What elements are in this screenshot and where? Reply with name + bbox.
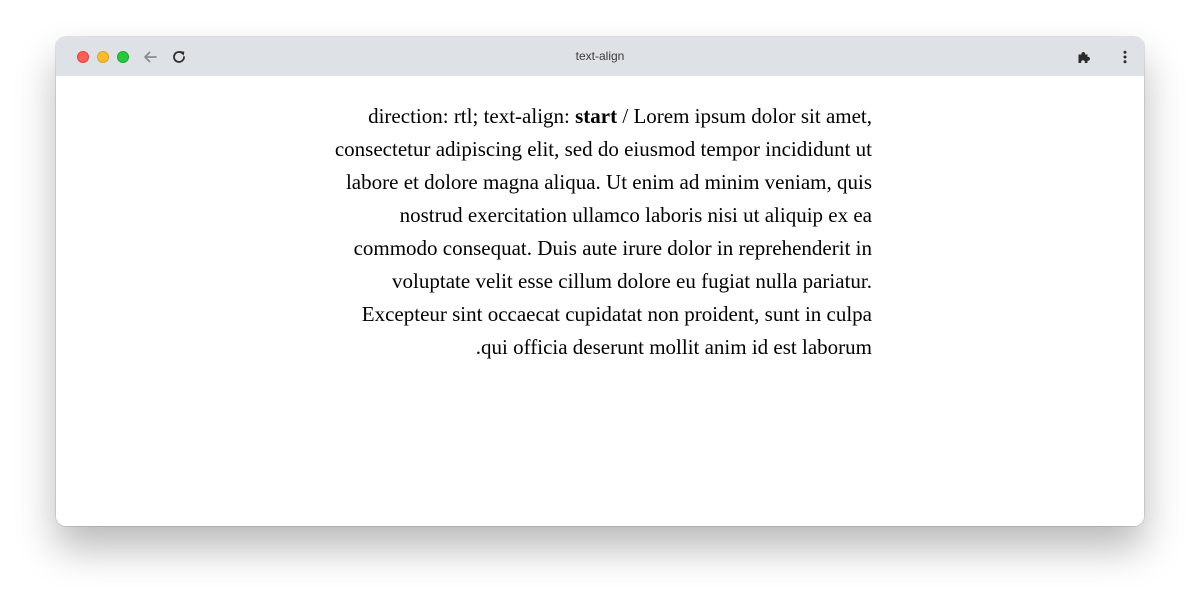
demo-paragraph [332, 100, 872, 364]
paragraph-body: Lorem ipsum dolor sit amet, consectetur adipiscing elit, sed do eiusmod tempor incididunt ut labore et dolore magna aliqua. Ut enim ad minim veniam, quis nostrud exercitation ullamco laboris nisi ut aliquip ex ea commodo consequat. Duis aute irure dolor in reprehenderit in voluptate velit esse cillum dolore eu fugiat nulla pariatur. Excepteur sint occaecat cupidatat non proident, sunt in culpa qui officia deserunt mollit anim id est laborum. [334, 104, 872, 359]
zoom-window-button[interactable] [117, 51, 129, 63]
extensions-button[interactable] [1074, 47, 1094, 67]
paragraph-separator: / [617, 104, 634, 128]
browser-window [56, 37, 1144, 526]
paragraph-prefix: direction: rtl; text-align: [368, 104, 576, 128]
vertical-dots-icon [1117, 49, 1133, 65]
browser-menu-button[interactable] [1115, 47, 1135, 67]
reload-icon [171, 49, 187, 65]
puzzle-piece-icon [1076, 49, 1092, 65]
reload-button[interactable] [168, 46, 190, 68]
close-window-button[interactable] [77, 51, 89, 63]
title-bar [56, 37, 1144, 76]
paragraph-keyword: start [575, 104, 618, 128]
page-content [56, 76, 1144, 526]
minimize-window-button[interactable] [97, 51, 109, 63]
back-button[interactable] [139, 46, 161, 68]
tab-title: text-align [575, 49, 625, 63]
back-arrow-icon [142, 49, 158, 65]
